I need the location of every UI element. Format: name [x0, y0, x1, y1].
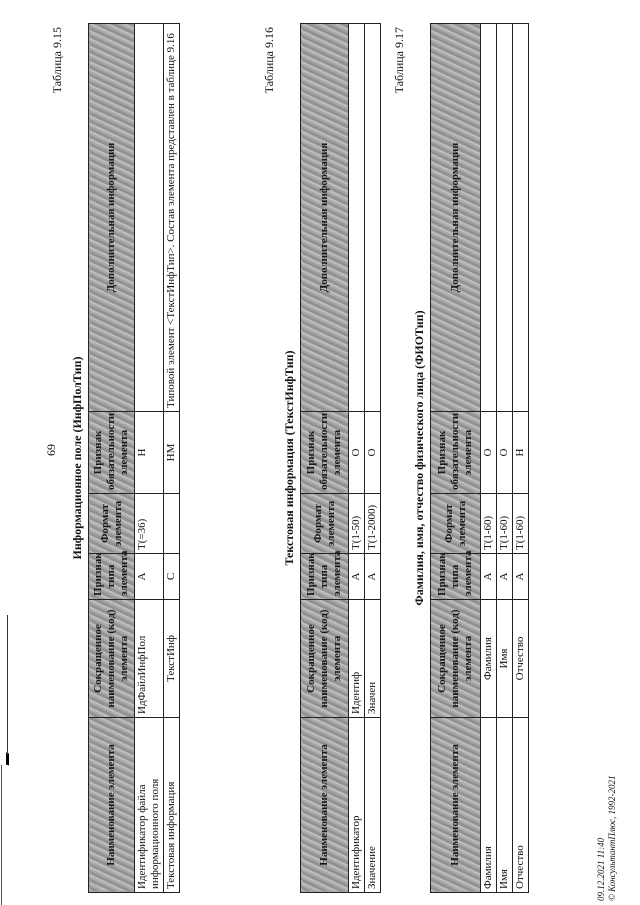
table-cell: Н: [135, 412, 164, 494]
column-header: Наименование элемента: [431, 718, 481, 893]
table-cell: А: [349, 554, 365, 600]
table-cell: НМ: [164, 412, 180, 494]
table-cell: А: [481, 554, 497, 600]
table-cell: Отчество: [513, 600, 529, 718]
table-title: Информационное поле (ИнфПолТип): [70, 356, 84, 560]
column-header: Формат элемента: [431, 494, 481, 554]
data-table: [300, 23, 381, 893]
table-cell: Типовой элемент <ТекстИнфТип>. Состав элемента представлен в таблице 9.16: [164, 24, 180, 412]
column-header: Формат элемента: [89, 494, 135, 554]
page-number: 69: [44, 444, 58, 456]
column-header: Признак типа элемента: [301, 554, 349, 600]
table-header-row: [301, 24, 349, 893]
table-cell: [481, 24, 497, 412]
table-cell: T(1-50): [349, 494, 365, 554]
table-cell: А: [365, 554, 381, 600]
table-header-row: [431, 24, 481, 893]
table-cell: T(1-60): [513, 494, 529, 554]
column-header: Сокращенное наименование (код) элемента: [301, 600, 349, 718]
data-table: [430, 23, 529, 893]
table-cell: А: [497, 554, 513, 600]
table-cell: Идентиф: [349, 600, 365, 718]
column-header: Признак типа элемента: [89, 554, 135, 600]
table-caption: Таблица 9.16: [262, 27, 276, 94]
table-cell: T(=36): [135, 494, 164, 554]
column-header: Наименование элемента: [89, 718, 135, 893]
table-cell: T(1-2000): [365, 494, 381, 554]
table-cell: T(1-60): [497, 494, 513, 554]
column-header: Формат элемента: [301, 494, 349, 554]
table-cell: Фамилия: [481, 718, 497, 893]
column-header: Сокращенное наименование (код) элемента: [431, 600, 481, 718]
table-section-9-17: [392, 23, 529, 893]
table-row: [365, 24, 381, 893]
footer-stamp: [596, 776, 618, 902]
column-header: Признак обязательности элемента: [301, 412, 349, 494]
table-cell: Имя: [497, 600, 513, 718]
table-cell: С: [164, 554, 180, 600]
data-table: [88, 23, 180, 893]
table-row: [481, 24, 497, 893]
table-cell: Значен: [365, 600, 381, 718]
table-row: [349, 24, 365, 893]
column-header: Признак обязательности элемента: [89, 412, 135, 494]
table-cell: Значение: [365, 718, 381, 893]
column-header: Дополнительная информация: [89, 24, 135, 412]
column-header: Дополнительная информация: [431, 24, 481, 412]
table-cell: Н: [513, 412, 529, 494]
footer-copyright: © КонсультантПлюс, 1992-2021: [607, 775, 617, 901]
table-cell: Имя: [497, 718, 513, 893]
table-cell: Идентификатор: [349, 718, 365, 893]
table-cell: Идентификатор файла информационного поля: [135, 718, 164, 893]
table-section-9-16: [262, 23, 381, 893]
footer-date: 09.12.2021 11:40: [596, 837, 606, 901]
table-cell: О: [349, 412, 365, 494]
table-cell: [164, 494, 180, 554]
table-title: Фамилия, имя, отчество физического лица (ФИОТип): [412, 310, 426, 606]
scan-edge-line: [7, 615, 8, 755]
column-header: Признак обязательности элемента: [431, 412, 481, 494]
table-row: [135, 24, 164, 893]
table-cell: О: [497, 412, 513, 494]
table-cell: А: [513, 554, 529, 600]
column-header: Сокращенное наименование (код) элемента: [89, 600, 135, 718]
table-cell: Текстовая информация: [164, 718, 180, 893]
column-header: Наименование элемента: [301, 718, 349, 893]
table-row: [497, 24, 513, 893]
table-title: Текстовая информация (ТекстИнфТип): [282, 350, 296, 566]
table-cell: [349, 24, 365, 412]
table-cell: Фамилия: [481, 600, 497, 718]
table-header-row: [89, 24, 135, 893]
column-header: Дополнительная информация: [301, 24, 349, 412]
table-cell: T(1-60): [481, 494, 497, 554]
table-cell: Отчество: [513, 718, 529, 893]
column-header: Признак типа элемента: [431, 554, 481, 600]
scan-edge-line: [1, 765, 2, 905]
table-cell: [513, 24, 529, 412]
table-cell: [497, 24, 513, 412]
table-section-9-15: [50, 23, 180, 893]
table-cell: О: [365, 412, 381, 494]
table-caption: Таблица 9.17: [392, 27, 406, 94]
table-row: [513, 24, 529, 893]
table-cell: ТекстИнф: [164, 600, 180, 718]
table-row: [164, 24, 180, 893]
table-cell: О: [481, 412, 497, 494]
table-cell: А: [135, 554, 164, 600]
table-cell: ИдФайлИнфПол: [135, 600, 164, 718]
table-cell: [135, 24, 164, 412]
table-cell: [365, 24, 381, 412]
table-caption: Таблица 9.15: [50, 27, 64, 94]
